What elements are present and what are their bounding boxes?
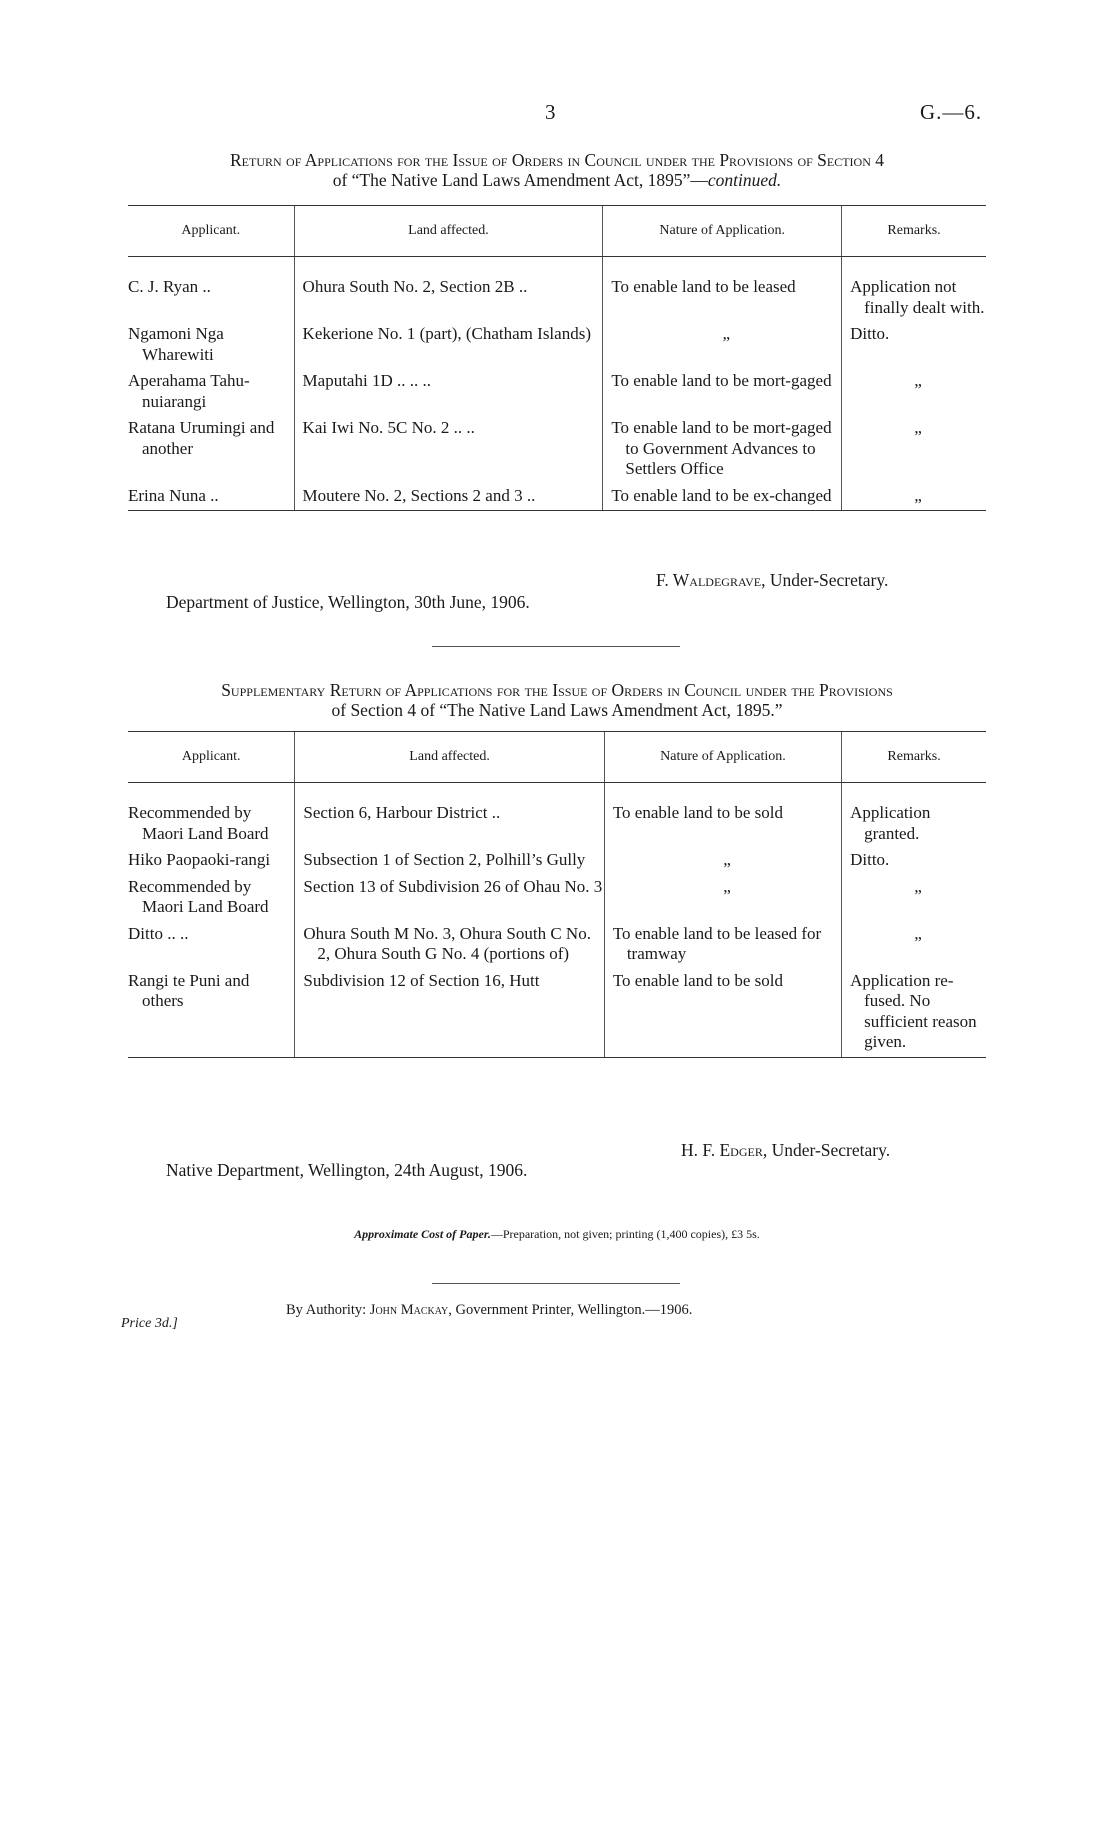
nature-cell: To enable land to be sold [612,970,784,990]
signatory-name: H. F. Edger [681,1140,763,1160]
section2-signature [681,1140,890,1161]
nature-cell: „ [723,850,731,869]
applicant-cell: Recommended by Maori Land Board [128,876,269,916]
column-header-nature: Nature of Application. [604,732,841,783]
table-row [128,850,986,877]
nature-cell: „ [723,876,731,896]
column-header-applicant: Applicant. [128,206,294,257]
remarks-cell: Ditto. [850,850,890,869]
remarks-cell: „ [914,485,922,505]
column-header-land: Land affected. [294,206,603,257]
document-reference: G.—6. [920,100,983,124]
land-cell: Moutere No. 2, Sections 2 and 3 .. [302,485,536,505]
land-cell: Kekerione No. 1 (part), (Chatham Islands) [302,324,591,343]
column-header-applicant: Applicant. [128,732,295,783]
section2-title-line1: Supplementary Return of Applications for the Issue of Orders in Council under the Provisions [221,680,893,700]
applicant-cell: Recommended by Maori Land Board [128,803,269,843]
land-cell: Section 6, Harbour District .. [303,803,501,822]
land-cell: Section 13 of Subdivision 26 of Ohau No. 3 [303,876,603,896]
section-divider [432,646,680,647]
table-row [128,324,986,371]
nature-cell: „ [722,324,730,343]
table-row [128,371,986,418]
nature-cell: To enable land to be leased [611,277,796,296]
applicant-cell: Erina Nuna .. [128,485,219,505]
land-cell: Maputahi 1D .. .. .. [302,371,431,390]
remarks-cell: „ [914,876,922,896]
nature-cell: To enable land to be mort-gaged to Government Advances to Settlers Office [611,418,832,478]
section2-department: Native Department, Wellington, 24th August, 1906. [166,1160,528,1180]
remarks-cell: „ [914,418,922,437]
column-header-remarks: Remarks. [842,206,986,257]
remarks-cell: Application granted. [850,803,931,843]
authority-suffix: , Government Printer, Wellington.—1906. [448,1302,693,1318]
applicant-cell: Aperahama Tahu-nuiarangi [128,371,250,411]
nature-cell: To enable land to be mort-gaged [611,371,832,390]
page-number: 3 [545,100,556,124]
table-row [128,257,986,325]
remarks-cell: Application not finally dealt with. [850,277,985,317]
footer-divider [432,1283,680,1284]
land-cell: Kai Iwi No. 5C No. 2 .. .. [302,418,475,437]
remarks-cell: Application re-fused. No sufficient reason given. [850,970,977,1051]
printer-authority [286,1302,692,1319]
column-header-nature: Nature of Application. [603,206,842,257]
table-row [128,418,986,486]
nature-cell: To enable land to be sold [612,803,784,822]
column-header-land: Land affected. [295,732,604,783]
signatory-title: , Under-Secretary. [761,570,889,590]
section2-table [128,731,986,1058]
remarks-cell: Ditto. [850,324,890,343]
remarks-cell: „ [914,923,922,943]
printer-name: John Mackay [369,1302,449,1318]
table-row [128,877,986,924]
applicant-cell: C. J. Ryan .. [128,277,211,296]
land-cell: Ohura South M No. 3, Ohura South C No. 2, Ohura South G No. 4 (portions of) [303,923,591,963]
section1-title-line1: Return of Applications for the Issue of Orders in Council under the Provisions of Section 4 [229,150,885,170]
applicant-cell: Ngamoni Nga Wharewiti [128,324,224,364]
table-row [128,486,986,511]
section1-title-continued: continued. [707,170,782,190]
nature-cell: To enable land to be ex-changed [611,485,832,505]
land-cell: Subdivision 12 of Section 16, Hutt [303,970,540,990]
cost-text: —Preparation, not given; printing (1,400 copies), £3 5s. [490,1227,760,1241]
applicant-cell: Ratana Urumingi and another [128,418,275,458]
section1-title-line2 [126,170,988,190]
section1-title-line2-text: of “The Native Land Laws Amendment Act, 1895”— [332,170,708,190]
table-row [128,971,986,1058]
table-header-row [128,732,986,783]
applicant-cell: Hiko Paopaoki-rangi [128,850,271,869]
signatory-name: F. Waldegrave [656,570,762,590]
cost-label: Approximate Cost of Paper. [354,1227,491,1241]
section2-title [126,680,988,720]
land-cell: Subsection 1 of Section 2, Polhill’s Gully [303,850,586,869]
applicant-cell: Ditto .. .. [128,923,189,943]
nature-cell: To enable land to be leased for tramway [612,923,822,963]
table-row [128,783,986,851]
section1-signature [656,570,888,591]
table-header-row [128,206,986,257]
column-header-remarks: Remarks. [842,732,986,783]
section1-title [126,150,988,190]
section1-department: Department of Justice, Wellington, 30th June, 1906. [166,592,530,612]
applicant-cell: Rangi te Puni and others [128,970,250,1010]
price-label: Price 3d.] [121,1316,178,1331]
section1-table [128,205,986,511]
signatory-title: , Under-Secretary. [762,1140,891,1160]
cost-of-paper-note [126,1227,988,1242]
table-row [128,924,986,971]
authority-prefix: By Authority: [286,1302,370,1318]
remarks-cell: „ [914,371,922,390]
section2-title-line2: of Section 4 of “The Native Land Laws Amendment Act, 1895.” [331,700,783,720]
land-cell: Ohura South No. 2, Section 2B .. [302,277,528,296]
